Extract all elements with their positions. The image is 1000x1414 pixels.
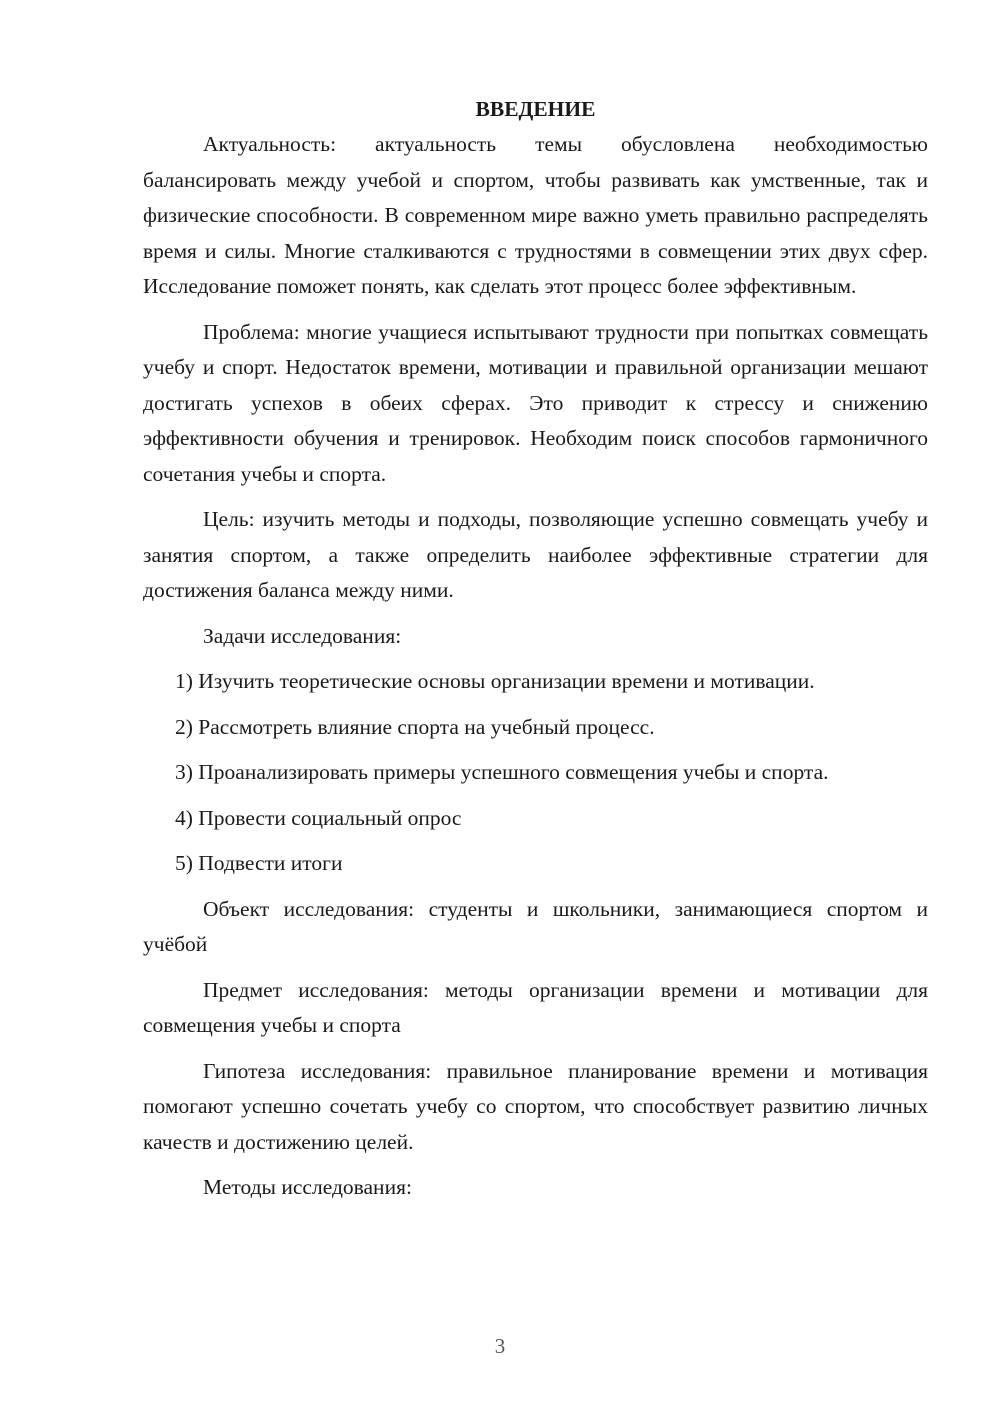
paragraph-object: Объект исследования: студенты и школьники, занимающиеся спортом и учёбой [143,896,928,956]
task-item-5: 5) Подвести итоги [175,851,343,875]
paragraph-relevance: Актуальность: актуальность темы обусловлена необходимостью балансировать между учебой и спортом, чтобы развивать как умственные, так и физические способности. В современном мире важно уметь правильно распределять время и силы. Многие сталкиваются с трудностями в совмещении этих двух сфер. Исследование поможет понять, как сделать этот процесс более эффективным. [143,132,928,298]
paragraph-subject: Предмет исследования: методы организации времени и мотивации для совмещения учебы и спорта [143,977,928,1037]
task-item-4: 4) Провести социальный опрос [175,805,462,830]
page-number: 3 [494,1334,506,1358]
document-page [143,92,928,1216]
task-item-1: 1) Изучить теоретические основы организации времени и мотивации. [175,669,815,693]
page-title: ВВЕДЕНИЕ [475,97,596,121]
paragraph-tasks-heading: Задачи исследования: [203,623,402,648]
paragraph-methods-heading: Методы исследования: [203,1175,412,1199]
task-item-2: 2) Рассмотреть влияние спорта на учебный процесс. [175,714,655,739]
task-item-3: 3) Проанализировать примеры успешного совмещения учебы и спорта. [175,760,829,784]
paragraph-hypothesis: Гипотеза исследования: правильное планирование времени и мотивация помогают успешно сочетать учебу со спортом, что способствует развитию личных качеств и достижению целей. [143,1058,928,1154]
paragraph-goal: Цель: изучить методы и подходы, позволяющие успешно совмещать учебу и занятия спортом, а также определить наиболее эффективные стратегии для достижения баланса между ними. [143,507,928,602]
paragraph-problem: Проблема: многие учащиеся испытывают трудности при попытках совмещать учебу и спорт. Недостаток времени, мотивации и правильной организации мешают достигать успехов в обеих сферах. Это приводит к стрессу и снижению эффективности обучения и тренировок. Необходим поиск способов гармоничного сочетания учебы и спорта. [143,319,928,486]
